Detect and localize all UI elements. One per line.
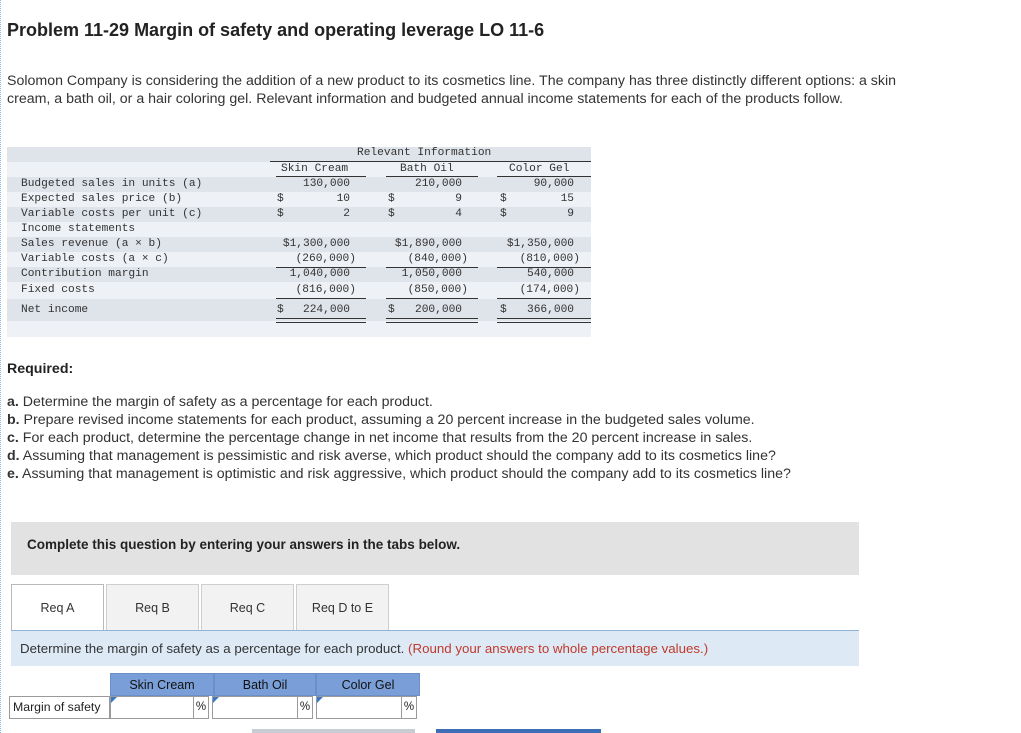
input-flag-icon: [317, 697, 323, 703]
cell-value: 10: [336, 193, 350, 205]
total-double-rule: [276, 318, 366, 323]
table-super-header: Relevant Information: [357, 147, 492, 159]
next-button[interactable]: [436, 729, 601, 733]
row-label: Net income: [21, 304, 89, 316]
row-label: Variable costs (a × c): [21, 253, 169, 265]
row-label: Income statements: [21, 223, 136, 235]
percent-sign: %: [401, 696, 417, 719]
dollar-sign: $: [500, 208, 507, 220]
tab-req-c[interactable]: Req C: [201, 584, 294, 630]
cell-value: 1,050,000: [401, 268, 462, 280]
col-rule: [386, 176, 478, 177]
required-heading: Required:: [7, 361, 74, 377]
instruction-box: [11, 631, 859, 666]
dollar-sign: $: [500, 193, 507, 205]
cell-value: 366,000: [527, 304, 574, 316]
dollar-sign: $: [388, 193, 395, 205]
required-item-c: c. For each product, determine the percentage change in net income that results from the 20 percent increase in sales.: [7, 430, 753, 446]
row-label: Variable costs per unit (c): [21, 208, 203, 220]
cell-value: 2: [343, 208, 350, 220]
cell-value: 200,000: [415, 304, 462, 316]
problem-title: Problem 11-29 Margin of safety and operating leverage LO 11-6: [7, 20, 545, 40]
bath-oil-margin-input[interactable]: [212, 696, 298, 719]
input-flag-icon: [111, 697, 117, 703]
cell-value: 210,000: [415, 178, 462, 190]
cell-value: (850,000): [407, 284, 468, 296]
input-flag-icon: [213, 697, 219, 703]
answer-col-bath-oil: Bath Oil: [214, 673, 316, 696]
subtotal-rule: [276, 298, 366, 299]
row-label: Budgeted sales in units (a): [21, 178, 203, 190]
row-label: Fixed costs: [21, 284, 95, 296]
cell-value: $1,300,000: [282, 238, 350, 250]
tab-req-a[interactable]: Req A: [11, 584, 104, 630]
total-double-rule: [386, 318, 478, 323]
dollar-sign: $: [500, 304, 507, 316]
skin-cream-margin-input[interactable]: [110, 696, 194, 719]
instruction-text: Determine the margin of safety as a percentage for each product. (Round your answers to whole percentage values.): [20, 641, 709, 656]
cell-value: (840,000): [407, 253, 468, 265]
complete-instruction-box: [11, 522, 859, 575]
cell-value: 130,000: [303, 178, 350, 190]
cell-value: 540,000: [527, 268, 574, 280]
col-rule: [497, 176, 591, 177]
cell-value: 9: [455, 193, 462, 205]
rounding-note: (Round your answers to whole percentage values.): [408, 641, 709, 656]
dollar-sign: $: [388, 208, 395, 220]
problem-intro: Solomon Company is considering the addition of a new product to its cosmetics line. The company has three distinctly different options: a skin cream, a bath oil, or a hair coloring gel. Relevant information and budgeted annual income statements for each of the products follow.: [7, 73, 897, 107]
col-rule: [276, 176, 366, 177]
required-item-b: b. Prepare revised income statements for each product, assuming a 20 percent increase in the budgeted sales volume.: [7, 412, 755, 428]
dollar-sign: $: [388, 304, 395, 316]
dollar-sign: $: [277, 193, 284, 205]
cell-value: (174,000): [519, 284, 580, 296]
cell-value: 9: [567, 208, 574, 220]
cell-value: (816,000): [295, 284, 356, 296]
required-item-d: d. Assuming that management is pessimistic and risk averse, which product should the company add to its cosmetics line?: [7, 448, 776, 464]
cell-value: (260,000): [295, 253, 356, 265]
prev-button[interactable]: [252, 729, 415, 733]
row-label: Expected sales price (b): [21, 193, 183, 205]
percent-sign: %: [193, 696, 209, 719]
color-gel-margin-input[interactable]: [316, 696, 402, 719]
table-band: [7, 321, 591, 337]
subtotal-rule: [386, 298, 478, 299]
cell-value: 224,000: [303, 304, 350, 316]
col-header-bath-oil: Bath Oil: [400, 163, 454, 175]
subtotal-rule: [497, 298, 591, 299]
cell-value: $1,350,000: [506, 238, 574, 250]
dollar-sign: $: [277, 208, 284, 220]
required-item-a: a. Determine the margin of safety as a percentage for each product.: [7, 394, 433, 410]
dollar-sign: $: [277, 304, 284, 316]
col-header-color-gel: Color Gel: [509, 163, 570, 175]
cell-value: 15: [560, 193, 574, 205]
answer-col-color-gel: Color Gel: [316, 673, 420, 696]
cell-value: 1,040,000: [289, 268, 350, 280]
percent-sign: %: [297, 696, 313, 719]
col-header-skin-cream: Skin Cream: [281, 163, 349, 175]
cell-value: $1,890,000: [394, 238, 462, 250]
margin-of-safety-label: Margin of safety: [9, 696, 110, 719]
cell-value: (810,000): [519, 253, 580, 265]
required-item-e: e. Assuming that management is optimistic and risk aggressive, which product should the company add to its cosmetics line?: [7, 466, 791, 482]
page-left-border: [0, 0, 1, 733]
table-header-band: [7, 147, 591, 162]
row-label: Sales revenue (a × b): [21, 238, 162, 250]
tab-req-d-to-e[interactable]: Req D to E: [296, 584, 389, 630]
cell-value: 90,000: [533, 178, 574, 190]
cell-value: 4: [455, 208, 462, 220]
answer-col-skin-cream: Skin Cream: [110, 673, 214, 696]
header-rule: [270, 161, 591, 162]
row-label: Contribution margin: [21, 268, 149, 280]
tab-req-b[interactable]: Req B: [106, 584, 199, 630]
complete-instruction-text: Complete this question by entering your answers in the tabs below.: [27, 537, 461, 552]
total-double-rule: [497, 318, 591, 323]
